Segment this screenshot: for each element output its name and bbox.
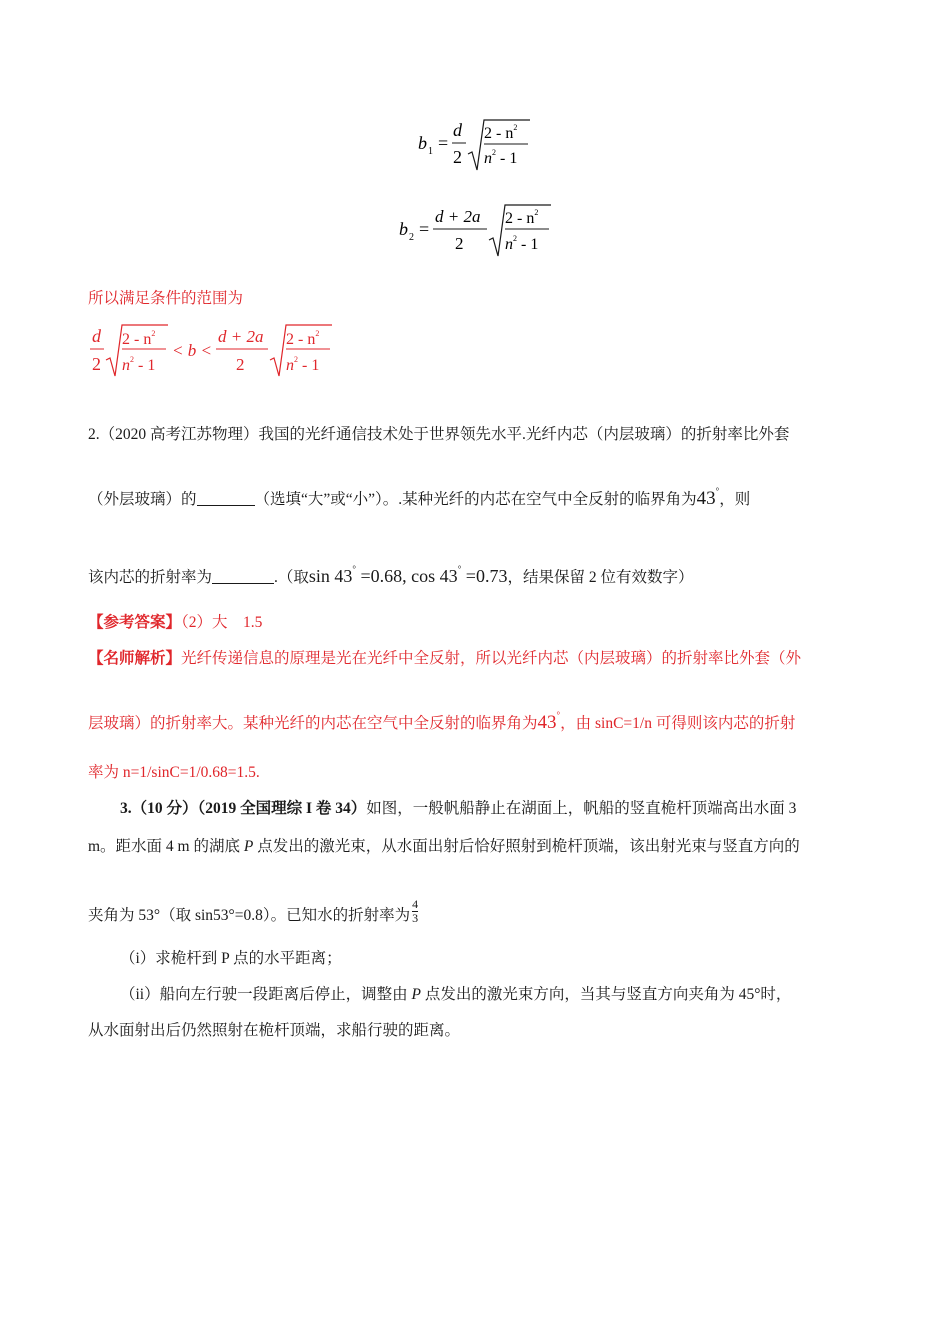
refractive-index-fraction [412, 898, 418, 925]
q3-line1-text: 如图，一般帆船静止在湖面上，帆船的竖直桅杆顶端高出水面 3 [366, 800, 797, 817]
range-left-den: 2 [92, 354, 101, 374]
frac-num: 4 [412, 897, 419, 911]
b1-lhs: b [418, 133, 427, 153]
q2-line3-b: .（取 [274, 569, 309, 586]
q3-line2-a: m。距水面 4 m 的湖底 [88, 838, 244, 855]
formula-range-graphic [88, 322, 338, 380]
q3-sub-ii-b: 点发出的激光束方向，当其与竖直方向夹角为 45°时， [420, 986, 792, 1003]
analysis-angle: 43° [537, 710, 561, 733]
q2-line3 [88, 558, 693, 589]
q3-line3-text: 夹角为 53°（取 sin53°=0.8）。已知水的折射率为 [88, 907, 411, 924]
b2-den: 2 [455, 234, 464, 253]
analysis-text-2b: ，由 sinC=1/n 可得则该内芯的折射 [560, 715, 796, 732]
formula-b1-graphic [416, 118, 536, 174]
formula-range [88, 322, 338, 385]
b1-rad-den: $n^2 - 1$ [484, 148, 518, 167]
range-left-num: d [92, 326, 101, 346]
q3-sub-ii-cont: 从水面射出后仍然照射在桅杆顶端，求船行驶的距离。 [88, 1022, 461, 1039]
q2-line2 [88, 480, 750, 511]
point-p: P [411, 986, 421, 1003]
b1-equals: = [438, 133, 449, 153]
formula-b1 [416, 118, 536, 179]
q3-line1 [120, 798, 796, 820]
q3-sub-ii-a: （ii）船向左行驶一段距离后停止，调整由 [120, 986, 412, 1003]
q2-analysis-1 [88, 648, 801, 670]
answer-text: （2）大 1.5 [181, 614, 263, 631]
q2-line3-a: 该内芯的折射率为 [88, 569, 213, 586]
answer-tag: 【参考答案】 [88, 614, 182, 631]
q3-line2 [88, 836, 800, 858]
q2-line1: 2.（2020 高考江苏物理）我国的光纤通信技术处于世界领先水平.光纤内芯（内层玻璃）的折射率比外套 [88, 426, 790, 443]
b2-num: d + 2a [435, 207, 481, 226]
frac-den: 3 [412, 911, 419, 925]
trig-values: sin 43° =0.68, cos 43° =0.73 [308, 564, 508, 586]
q3-sub-ii [120, 984, 791, 1006]
analysis-text-2a: 层玻璃）的折射率大。某种光纤的内芯在空气中全反射的临界角为 [88, 715, 538, 732]
critical-angle: 43° [696, 486, 720, 509]
q2-line2-a: （外层玻璃）的 [88, 491, 197, 508]
svg-text:2 - n2: $2 - n^2$ [286, 329, 320, 348]
range-intro: 所以满足条件的范围为 [88, 290, 244, 307]
b1-num: d [453, 120, 462, 140]
formula-b2 [397, 202, 557, 265]
b2-rad-den: $n^2 - 1$ [505, 234, 539, 253]
q3-sub-i: （i）求桅杆到 P 点的水平距离； [120, 950, 342, 967]
point-p: P [243, 838, 254, 855]
range-right-num: d + 2a [218, 327, 264, 346]
b2-equals: = [419, 219, 430, 239]
q2-line2-c: ，则 [719, 491, 751, 508]
formula-b2-graphic [397, 202, 557, 260]
q2-line3-c: ，结果保留 2 位有效数字） [507, 569, 694, 586]
b2-sub: 2 [409, 232, 414, 243]
q3-head: 3.（10 分）（2019 全国理综 I 卷 34） [120, 800, 367, 817]
analysis-tag: 【名师解析】 [88, 650, 182, 667]
range-middle: < b < [172, 341, 212, 360]
q2-analysis-3: 率为 n=1/sinC=1/0.68=1.5. [88, 764, 260, 781]
range-right-den: 2 [236, 355, 245, 374]
svg-text:n2 - 1: $n^2 - 1$ [286, 355, 320, 374]
b1-rad-num: $2 - n^2$ [484, 123, 518, 142]
q2-answer [88, 612, 262, 634]
analysis-text-1: 光纤传递信息的原理是光在光纤中全反射，所以光纤内芯（内层玻璃）的折射率比外套（外 [181, 650, 802, 667]
answer-blank-2 [212, 569, 274, 584]
b2-rad-num: $2 - n^2$ [505, 208, 539, 227]
b1-den: 2 [453, 147, 462, 167]
svg-text:2 - n2: $2 - n^2$ [122, 329, 156, 348]
q3-line3 [88, 898, 418, 927]
q2-line2-b: （选填“大”或“小”）。.某种光纤的内芯在空气中全反射的临界角为 [254, 491, 697, 508]
answer-blank-1 [197, 491, 255, 506]
b1-sub: 1 [428, 146, 433, 157]
b2-lhs: b [399, 219, 408, 239]
q2-analysis-2 [88, 704, 795, 735]
q3-line2-b: 点发出的激光束，从水面出射后恰好照射到桅杆顶端，该出射光束与竖直方向的 [253, 838, 800, 855]
svg-text:n2 - 1: $n^2 - 1$ [122, 355, 156, 374]
